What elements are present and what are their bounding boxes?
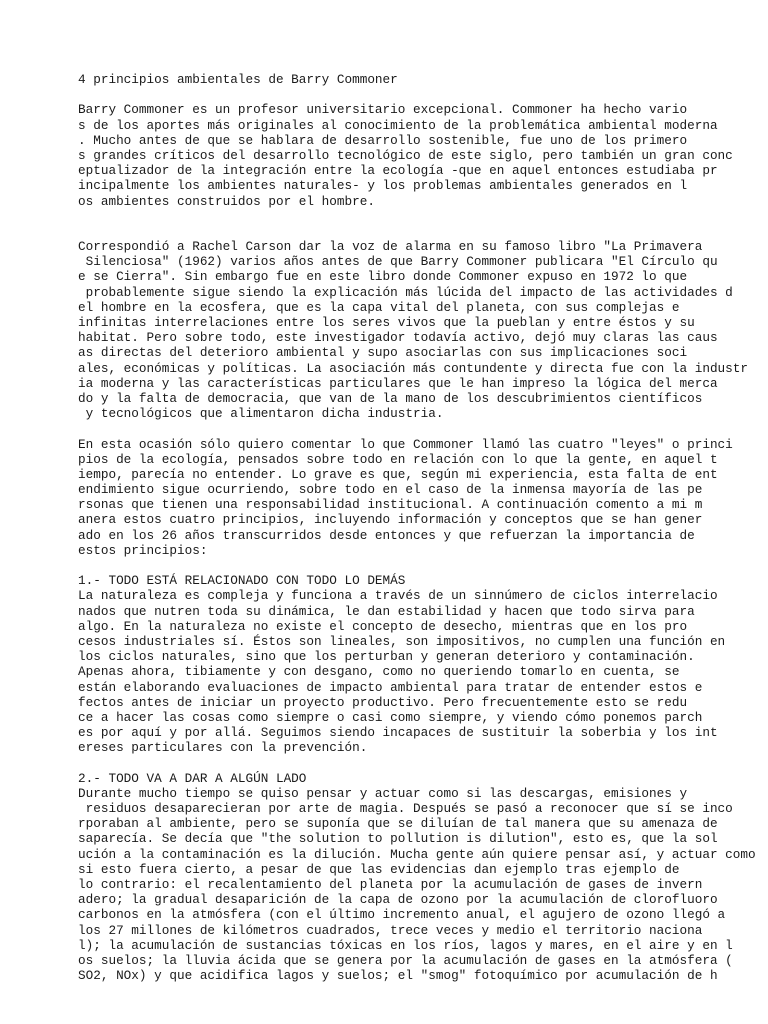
text-line: es por aquí y por allá. Seguimos siendo incapaces de sustituir la soberbia y los int xyxy=(78,725,718,741)
text-line: s grandes críticos del desarrollo tecnológico de este siglo, pero también un gran conc xyxy=(78,147,733,163)
text-line: e se Cierra". Sin embargo fue en este libro donde Commoner expuso en 1972 lo que xyxy=(78,269,688,285)
text-line: En esta ocasión sólo quiero comentar lo que Commoner llamó las cuatro "leyes" o princi xyxy=(78,436,733,452)
document-page xyxy=(78,72,768,983)
text-line: anera estos cuatro principios, incluyendo información y conceptos que se han gener xyxy=(78,512,703,528)
text-line: carbonos en la atmósfera (con el último incremento anual, el agujero de ozono llegó a xyxy=(78,907,726,923)
text-line: pios de la ecología, pensados sobre todo en relación con lo que la gente, en aquel t xyxy=(78,451,718,467)
text-line: La naturaleza es compleja y funciona a través de un sinnúmero de ciclos interrelacio xyxy=(78,588,718,604)
text-line: Barry Commoner es un profesor universitario excepcional. Commoner ha hecho vario xyxy=(78,102,688,118)
text-line: . Mucho antes de que se hablara de desarrollo sostenible, fue uno de los primero xyxy=(78,132,688,148)
paragraph-intro xyxy=(78,102,768,208)
text-line: ereses particulares con la prevención. xyxy=(78,740,368,756)
text-line: probablemente sigue siendo la explicación más lúcida del impacto de las actividades d xyxy=(78,284,733,300)
text-line: algo. En la naturaleza no existe el concepto de desecho, mientras que en los pro xyxy=(78,618,688,634)
text-line: eptualizador de la integración entre la ecología -que en aquel entonces estudiaba pr xyxy=(78,163,718,179)
text-line: Durante mucho tiempo se quiso pensar y actuar como si las descargas, emisiones y xyxy=(78,785,688,801)
text-line: si esto fuera cierto, a pesar de que las evidencias dan ejemplo tras ejemplo de xyxy=(78,861,680,877)
text-line: residuos desaparecieran por arte de magia. Después se pasó a reconocer que sí se inco xyxy=(78,801,733,817)
text-line: ución a la contaminación es la dilución. Mucha gente aún quiere pensar así, y actuar como xyxy=(78,846,756,862)
text-line: endimiento sigue ocurriendo, sobre todo en el caso de la inmensa mayoría de las pe xyxy=(78,482,703,498)
text-line: saparecía. Se decía que "the solution to pollution is dilution", esto es, que la sol xyxy=(78,831,718,847)
text-line: y tecnológicos que alimentaron dicha industria. xyxy=(78,406,444,422)
text-line: los ciclos naturales, sino que los perturban y generan deterioro y contaminación. xyxy=(78,649,695,665)
document-title: 4 principios ambientales de Barry Commoner xyxy=(78,72,398,87)
text-line: ado en los 26 años transcurridos desde entonces y que refuerzan la importancia de xyxy=(78,527,695,543)
text-line: estos principios: xyxy=(78,542,208,558)
text-line: rporaban al ambiente, pero se suponía que se diluían de tal manera que su amenaza de xyxy=(78,816,718,832)
text-line: os suelos; la lluvia ácida que se genera por la acumulación de gases en la atmósfera ( xyxy=(78,952,733,968)
text-line: el hombre en la ecosfera, que es la capa vital del planeta, con sus complejas e xyxy=(78,299,680,315)
text-line: Correspondió a Rachel Carson dar la voz de alarma en su famoso libro "La Primavera xyxy=(78,239,703,255)
text-line: s de los aportes más originales al conocimiento de la problemática ambiental moderna xyxy=(78,117,718,133)
text-line: SO2, NOx) y que acidifica lagos y suelos; el "smog" fotoquímico por acumulación de h xyxy=(78,968,718,984)
text-line: incipalmente los ambientes naturales- y los problemas ambientales generados en l xyxy=(78,178,688,194)
text-line: cesos industriales sí. Éstos son lineales, son impositivos, no cumplen una función en xyxy=(78,633,726,649)
text-line: habitat. Pero sobre todo, este investigador todavía activo, dejó muy claras las caus xyxy=(78,330,718,346)
section-principle-2 xyxy=(78,771,768,984)
section-heading: 1.- TODO ESTÁ RELACIONADO CON TODO LO DEMÁS xyxy=(78,573,406,589)
text-line: los 27 millones de kilómetros cuadrados, trece veces y medio el territorio naciona xyxy=(78,922,703,938)
text-line: adero; la gradual desaparición de la capa de ozono por la acumulación de clorofluoro xyxy=(78,892,718,908)
text-line: están elaborando evaluaciones de impacto ambiental para tratar de entender estos e xyxy=(78,679,703,695)
text-line: os ambientes construidos por el hombre. xyxy=(78,193,375,209)
text-line: fectos antes de iniciar un proyecto productivo. Pero frecuentemente esto se redu xyxy=(78,694,688,710)
text-line: ce a hacer las cosas como siempre o casi como siempre, y viendo cómo ponemos parch xyxy=(78,709,703,725)
section-principle-1 xyxy=(78,573,768,755)
text-line: infinitas interrelaciones entre los seres vivos que la pueblan y entre éstos y su xyxy=(78,315,695,331)
text-line: nados que nutren toda su dinámica, le dan estabilidad y hacen que todo sirva para xyxy=(78,603,695,619)
paragraph-four-laws xyxy=(78,437,768,559)
text-line: ia moderna y las características particulares que le han impreso la lógica del merca xyxy=(78,375,718,391)
text-line: Silenciosa" (1962) varios años antes de que Barry Commoner publicara "El Círculo qu xyxy=(78,254,718,270)
text-line: as directas del deterioro ambiental y supo asociarlas con sus implicaciones soci xyxy=(78,345,688,361)
section-heading: 2.- TODO VA A DAR A ALGÚN LADO xyxy=(78,770,307,786)
text-line: Apenas ahora, tibiamente y con desgano, como no queriendo tomarlo en cuenta, se xyxy=(78,664,680,680)
text-line: lo contrario: el recalentamiento del planeta por la acumulación de gases de invern xyxy=(78,876,703,892)
text-line: do y la falta de democracia, que van de la mano de los descubrimientos científicos xyxy=(78,390,703,406)
paragraph-carson xyxy=(78,239,768,421)
text-line: l); la acumulación de sustancias tóxicas en los ríos, lagos y mares, en el aire y en l xyxy=(78,937,733,953)
text-line: ales, económicas y políticas. La asociación más contundente y directa fue con la industr xyxy=(78,360,749,376)
text-line: iempo, parecía no entender. Lo grave es que, según mi experiencia, esta falta de ent xyxy=(78,466,718,482)
text-line: rsonas que tienen una responsabilidad institucional. A continuación comento a mi m xyxy=(78,497,703,513)
